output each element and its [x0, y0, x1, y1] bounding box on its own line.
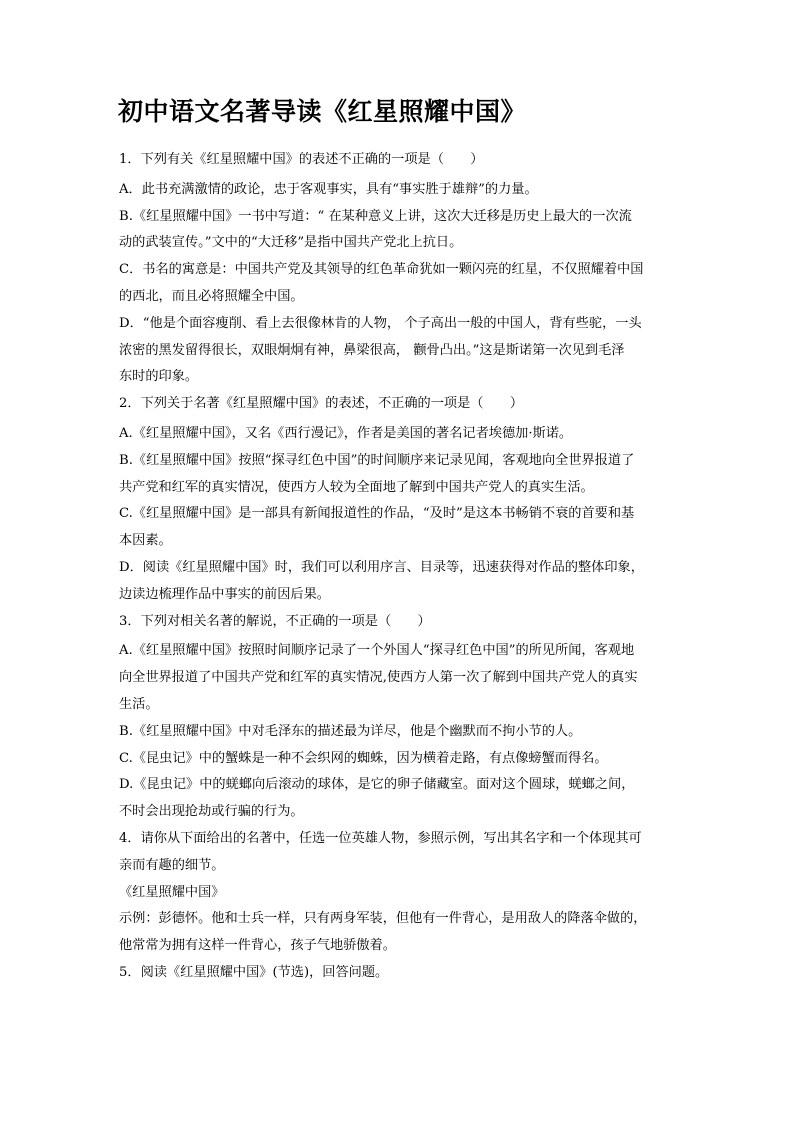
question-1-option-b-cont: 动的武装宣传。”文中的“大迁移”是指中国共产党北上抗日。	[119, 235, 463, 251]
question-4-stem-cont: 亲而有趣的细节。	[119, 857, 225, 873]
question-3-option-d: D.《昆虫记》中的蜣螂向后滚动的球体，是它的卵子储藏室。面对这个圆球，蜣螂之间，	[119, 777, 635, 793]
question-3-stem: 3．下列对相关名著的解说，不正确的一项是（ ）	[119, 613, 431, 629]
question-4-example-cont: 他常常为拥有这样一件背心，孩子气地骄傲着。	[119, 938, 396, 954]
page-title: 初中语文名著导读《红星照耀中国》	[118, 97, 527, 126]
question-2-option-a: A.《红星照耀中国》，又名《西行漫记》，作者是美国的著名记者埃德加·斯诺。	[119, 425, 573, 441]
question-2-option-d: D．阅读《红星照耀中国》时，我们可以利用序言、目录等，迅速获得对作品的整体印象，	[119, 559, 644, 575]
question-3-option-a-cont2: 生活。	[119, 696, 159, 712]
question-content	[119, 147, 684, 987]
question-1-stem: 1．下列有关《红星照耀中国》的表述不正确的一项是（ ）	[119, 152, 484, 167]
question-1-option-b: B.《红星照耀中国》一书中写道：“ 在某种意义上讲，这次大迁移是历史上最大的一次流	[119, 208, 632, 224]
question-1-option-c-cont: 的西北，而且必将照耀全中国。	[119, 288, 304, 304]
question-1-option-a: A．此书充满激情的政论，忠于客观事实，具有“事实胜于雄辩”的力量。	[119, 181, 538, 197]
question-2-option-c-cont: 本因素。	[119, 533, 172, 549]
question-2-option-b: B.《红星照耀中国》按照“探寻红色中国”的时间顺序来记录见闻，客观地向全世界报道了	[119, 452, 635, 468]
question-5-stem: 5．阅读《红星照耀中国》(节选)，回答问题。	[119, 964, 389, 980]
question-3-option-a-cont: 向全世界报道了中国共产党和红军的真实情况,使西方人第一次了解到中国共产党人的真实	[119, 670, 638, 686]
question-4-example: 示例：彭德怀。他和士兵一样，只有两身军装，但他有一件背心，是用敌人的降落伞做的，	[119, 911, 647, 927]
question-3-option-d-cont: 不时会出现抢劫或行骗的行为。	[119, 804, 304, 820]
question-3-option-a: A.《红星照耀中国》按照时间顺序记录了一个外国人“探寻红色中国”的所见所闻，客观地	[119, 643, 635, 659]
question-2-option-c: C.《红星照耀中国》是一部具有新闻报道性的作品，“及时”是这本书畅销不衰的首要和基	[119, 506, 635, 522]
question-2-stem: 2．下列关于名著《红星照耀中国》的表述，不正确的一项是（ ）	[119, 396, 524, 412]
question-1-option-c: C．书名的寓意是：中国共产党及其领导的红色革命犹如一颗闪亮的红星，不仅照耀着中国	[119, 262, 644, 278]
question-2-option-d-cont: 边读边梳理作品中事实的前因后果。	[119, 586, 330, 602]
question-4-book-title: 《红星照耀中国》	[119, 884, 225, 900]
question-4-stem: 4．请你从下面给出的名著中，任选一位英雄人物，参照示例，写出其名字和一个体现其可	[119, 830, 642, 846]
question-2-option-b-cont: 共产党和红军的真实情况，使西方人较为全面地了解到中国共产党人的真实生活。	[119, 479, 594, 495]
question-3-option-b: B.《红星照耀中国》中对毛泽东的描述最为详尽，他是个幽默而不拘小节的人。	[119, 723, 582, 739]
question-1-option-d: D．“他是个面容瘦削、看上去很像林肯的人物， 个子高出一般的中国人，背有些驼，一头	[119, 315, 642, 331]
question-1-option-d-cont: 浓密的黑发留得很长，双眼炯炯有神，鼻梁很高， 颧骨凸出。”这是斯诺第一次见到毛泽	[119, 342, 625, 358]
question-1-option-d-cont2: 东时的印象。	[119, 369, 199, 385]
question-3-option-c: C.《昆虫记》中的蟹蛛是一种不会织网的蜘蛛，因为横着走路，有点像螃蟹而得名。	[119, 750, 608, 766]
